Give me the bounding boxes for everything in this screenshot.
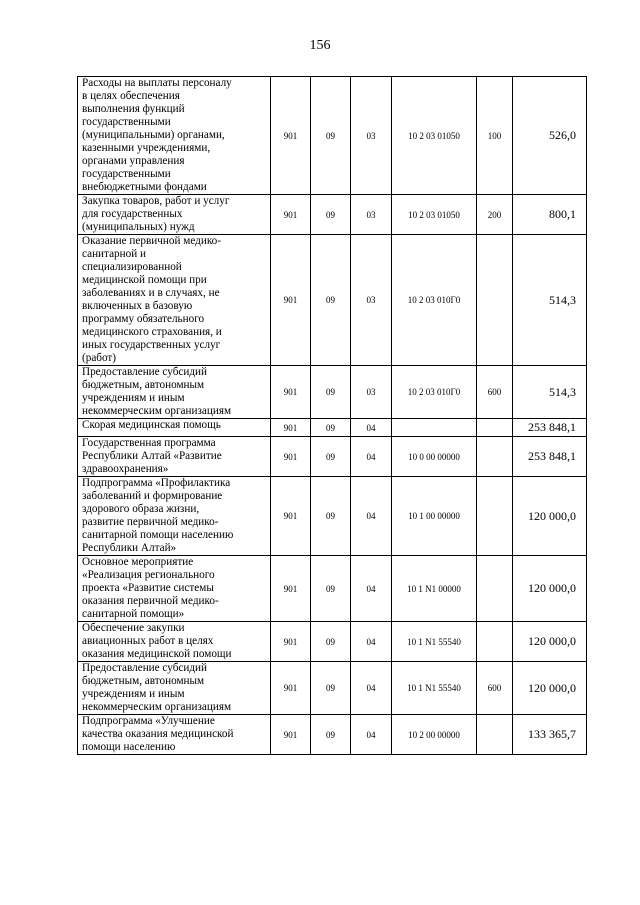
administrator-code-cell: 901: [271, 715, 311, 755]
section-code-cell: 09: [311, 715, 351, 755]
expense-type-cell: 100: [477, 77, 513, 195]
table-row: [78, 662, 587, 715]
expense-type-cell: [477, 437, 513, 477]
target-article-cell: 10 2 03 01050: [392, 195, 477, 235]
administrator-code-cell: 901: [271, 366, 311, 419]
target-article-cell: 10 2 00 00000: [392, 715, 477, 755]
expense-type-cell: [477, 556, 513, 622]
item-name-cell: Закупка товаров, работ и услуг для государственных (муниципальных) нужд: [78, 195, 271, 235]
item-name-cell: Предоставление субсидий бюджетным, автономным учреждениям и иным некоммерческим организациям: [78, 662, 271, 715]
section-code-cell: 09: [311, 419, 351, 437]
target-article-cell: 10 2 03 010Г0: [392, 235, 477, 366]
amount-cell: 120 000,0: [513, 556, 587, 622]
expense-type-cell: [477, 477, 513, 556]
section-code-cell: 09: [311, 235, 351, 366]
amount-cell: 800,1: [513, 195, 587, 235]
page-number: 156: [309, 38, 331, 53]
expense-type-cell: [477, 235, 513, 366]
expense-type-cell: 600: [477, 662, 513, 715]
subsection-code-cell: 04: [351, 477, 392, 556]
target-article-cell: 10 1 N1 00000: [392, 556, 477, 622]
subsection-code-cell: 04: [351, 622, 392, 662]
subsection-code-cell: 03: [351, 77, 392, 195]
amount-cell: 253 848,1: [513, 419, 587, 437]
target-article-cell: 10 2 03 010Г0: [392, 366, 477, 419]
section-code-cell: 09: [311, 437, 351, 477]
table-row: [78, 477, 587, 556]
table-row: [78, 77, 587, 195]
subsection-code-cell: 04: [351, 556, 392, 622]
item-name-cell: Скорая медицинская помощь: [78, 419, 271, 437]
administrator-code-cell: 901: [271, 235, 311, 366]
target-article-cell: 10 0 00 00000: [392, 437, 477, 477]
administrator-code-cell: 901: [271, 477, 311, 556]
section-code-cell: 09: [311, 662, 351, 715]
subsection-code-cell: 04: [351, 437, 392, 477]
target-article-cell: [392, 419, 477, 437]
administrator-code-cell: 901: [271, 195, 311, 235]
budget-table-body: [78, 77, 587, 755]
item-name-cell: Расходы на выплаты персоналу в целях обеспечения выполнения функций государственными (муниципальными) органами, казенными учреждениями, органами управления государственными внебюджетными фондами: [78, 77, 271, 195]
subsection-code-cell: 03: [351, 195, 392, 235]
item-name-cell: Подпрограмма «Профилактика заболеваний и формирование здорового образа жизни, развитие первичной медико- санитарной помощи населению Республики Алтай»: [78, 477, 271, 556]
amount-cell: 514,3: [513, 366, 587, 419]
table-row: [78, 715, 587, 755]
item-name-cell: Оказание первичной медико- санитарной и специализированной медицинской помощи при заболеваниях и в случаях, не включенных в базовую программу обязательного медицинского страхования, и иных государственных услуг (работ): [78, 235, 271, 366]
amount-cell: 253 848,1: [513, 437, 587, 477]
target-article-cell: 10 1 00 00000: [392, 477, 477, 556]
section-code-cell: 09: [311, 556, 351, 622]
table-row: [78, 419, 587, 437]
subsection-code-cell: 04: [351, 715, 392, 755]
amount-cell: 120 000,0: [513, 662, 587, 715]
item-name-cell: Подпрограмма «Улучшение качества оказания медицинской помощи населению: [78, 715, 271, 755]
item-name-cell: Государственная программа Республики Алтай «Развитие здравоохранения»: [78, 437, 271, 477]
subsection-code-cell: 04: [351, 662, 392, 715]
table-row: [78, 195, 587, 235]
target-article-cell: 10 1 N1 55540: [392, 662, 477, 715]
expense-type-cell: [477, 715, 513, 755]
amount-cell: 120 000,0: [513, 622, 587, 662]
administrator-code-cell: 901: [271, 662, 311, 715]
amount-cell: 133 365,7: [513, 715, 587, 755]
subsection-code-cell: 03: [351, 366, 392, 419]
section-code-cell: 09: [311, 195, 351, 235]
target-article-cell: 10 1 N1 55540: [392, 622, 477, 662]
item-name-cell: Обеспечение закупки авиационных работ в целях оказания медицинской помощи: [78, 622, 271, 662]
amount-cell: 120 000,0: [513, 477, 587, 556]
target-article-cell: 10 2 03 01050: [392, 77, 477, 195]
item-name-cell: Предоставление субсидий бюджетным, автономным учреждениям и иным некоммерческим организациям: [78, 366, 271, 419]
table-row: [78, 622, 587, 662]
budget-table: [77, 76, 587, 755]
table-row: [78, 366, 587, 419]
administrator-code-cell: 901: [271, 77, 311, 195]
administrator-code-cell: 901: [271, 419, 311, 437]
subsection-code-cell: 03: [351, 235, 392, 366]
item-name-cell: Основное мероприятие «Реализация регионального проекта «Развитие системы оказания первичной медико- санитарной помощи»: [78, 556, 271, 622]
administrator-code-cell: 901: [271, 622, 311, 662]
section-code-cell: 09: [311, 622, 351, 662]
expense-type-cell: 600: [477, 366, 513, 419]
subsection-code-cell: 04: [351, 419, 392, 437]
section-code-cell: 09: [311, 477, 351, 556]
section-code-cell: 09: [311, 77, 351, 195]
table-row: [78, 556, 587, 622]
administrator-code-cell: 901: [271, 556, 311, 622]
table-row: [78, 235, 587, 366]
table-row: [78, 437, 587, 477]
amount-cell: 526,0: [513, 77, 587, 195]
expense-type-cell: [477, 622, 513, 662]
amount-cell: 514,3: [513, 235, 587, 366]
expense-type-cell: [477, 419, 513, 437]
administrator-code-cell: 901: [271, 437, 311, 477]
section-code-cell: 09: [311, 366, 351, 419]
expense-type-cell: 200: [477, 195, 513, 235]
